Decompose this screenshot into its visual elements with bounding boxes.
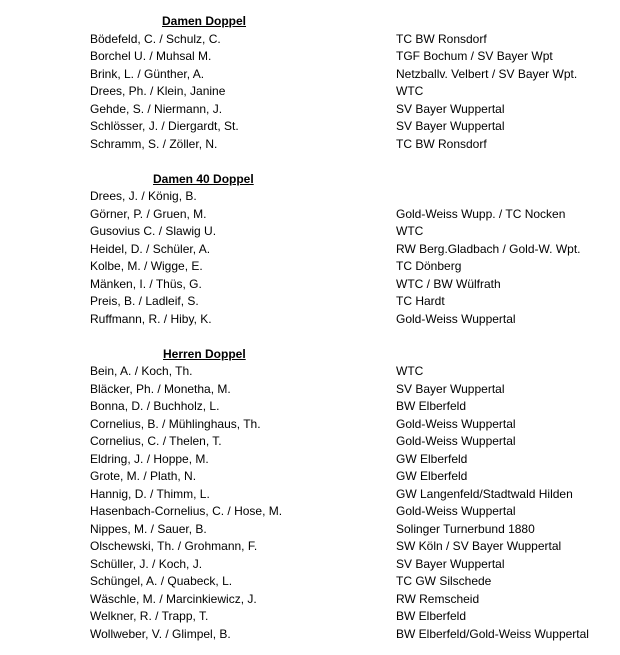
pair-names: Mänken, I. / Thüs, G.: [90, 276, 202, 291]
club-name: Gold-Weiss Wuppertal: [396, 434, 516, 448]
club-name: SV Bayer Wuppertal: [396, 101, 505, 116]
pair-names: Ruffmann, R. / Hiby, K.: [90, 311, 212, 326]
pair-names: Hannig, D. / Thimm, L.: [90, 486, 210, 501]
pair-names: Wäschle, M. / Marcinkiewicz, J.: [90, 591, 257, 606]
club-name: BW Elberfeld/Gold-Weiss Wuppertal: [396, 626, 589, 641]
list-row: [0, 573, 620, 591]
list-row: [0, 118, 620, 136]
list-row: [0, 136, 620, 154]
list-row: [0, 311, 620, 329]
list-row: [0, 293, 620, 311]
list-row: [0, 101, 620, 119]
list-row: [0, 206, 620, 224]
club-name: SV Bayer Wuppertal: [396, 119, 505, 133]
club-name: TC Hardt: [396, 294, 445, 308]
section-spacer: [0, 153, 620, 171]
pair-names: Gusovius C. / Slawig U.: [90, 224, 217, 238]
list-row: [0, 521, 620, 539]
list-row: [0, 241, 620, 259]
club-name: TC BW Ronsdorf: [396, 136, 487, 151]
list-row: [0, 398, 620, 416]
club-name: TGF Bochum / SV Bayer Wpt: [396, 49, 553, 63]
pair-names: Bonna, D. / Buchholz, L.: [90, 399, 220, 413]
club-name: WTC: [396, 224, 424, 238]
club-name: GW Elberfeld: [396, 469, 468, 483]
club-name: BW Elberfeld: [396, 609, 467, 623]
list-row: [0, 626, 620, 644]
list-row: [0, 591, 620, 609]
pair-names: Cornelius, C. / Thelen, T.: [90, 434, 222, 448]
club-name: WTC: [396, 84, 424, 98]
pair-names: Bläcker, Ph. / Monetha, M.: [90, 381, 231, 396]
club-name: Netzballv. Velbert / SV Bayer Wpt.: [396, 66, 578, 81]
pair-names: Borchel U. / Muhsal M.: [90, 49, 212, 63]
list-row: [0, 503, 620, 521]
list-row: [0, 276, 620, 294]
pair-names: Gehde, S. / Niermann, J.: [90, 101, 223, 116]
list-row: [0, 433, 620, 451]
pair-names: Eldring, J. / Hoppe, M.: [90, 451, 209, 466]
pair-names: Drees, J. / König, B.: [90, 189, 197, 203]
club-name: Solinger Turnerbund 1880: [396, 521, 535, 536]
pair-names: Olschewski, Th. / Grohmann, F.: [90, 539, 258, 553]
pair-names: Hasenbach-Cornelius, C. / Hose, M.: [90, 504, 283, 518]
section-spacer: [0, 328, 620, 346]
list-row: [0, 556, 620, 574]
list-row: [0, 363, 620, 381]
club-name: RW Remscheid: [396, 591, 480, 606]
pair-names: Nippes, M. / Sauer, B.: [90, 521, 207, 536]
pair-names: Bein, A. / Koch, Th.: [90, 364, 193, 378]
club-name: Gold-Weiss Wuppertal: [396, 504, 516, 518]
pair-names: Schlösser, J. / Diergardt, St.: [90, 119, 239, 133]
club-name: SW Köln / SV Bayer Wuppertal: [396, 539, 562, 553]
list-row: [0, 188, 620, 206]
list-row: [0, 538, 620, 556]
club-name: TC GW Silschede: [396, 574, 492, 588]
pair-names: Görner, P. / Gruen, M.: [90, 206, 207, 221]
doubles-list-document: [0, 13, 620, 643]
pair-names: Brink, L. / Günther, A.: [90, 66, 205, 81]
club-name: SV Bayer Wuppertal: [396, 556, 505, 571]
club-name: SV Bayer Wuppertal: [396, 381, 505, 396]
club-name: Gold-Weiss Wupp. / TC Nocken: [396, 206, 566, 221]
pair-names: Schüller, J. / Koch, J.: [90, 556, 203, 571]
list-row: [0, 468, 620, 486]
list-row: [0, 416, 620, 434]
pair-names: Welkner, R. / Trapp, T.: [90, 609, 209, 623]
list-row: [0, 66, 620, 84]
list-row: [0, 486, 620, 504]
section-damen-doppel: [0, 13, 620, 153]
list-row: [0, 31, 620, 49]
pair-names: Cornelius, B. / Mühlinghaus, Th.: [90, 416, 261, 431]
club-name: GW Langenfeld/Stadtwald Hilden: [396, 486, 573, 501]
pair-names: Wollweber, V. / Glimpel, B.: [90, 626, 231, 641]
club-name: TC BW Ronsdorf: [396, 31, 487, 46]
section-damen-40-doppel: [0, 171, 620, 329]
club-name: Gold-Weiss Wuppertal: [396, 311, 516, 326]
list-row: [0, 258, 620, 276]
pair-names: Preis, B. / Ladleif, S.: [90, 294, 199, 308]
club-name: Gold-Weiss Wuppertal: [396, 416, 516, 431]
list-row: [0, 83, 620, 101]
pair-names: Schramm, S. / Zöller, N.: [90, 136, 218, 151]
club-name: WTC / BW Wülfrath: [396, 276, 501, 291]
club-name: GW Elberfeld: [396, 451, 468, 466]
club-name: RW Berg.Gladbach / Gold-W. Wpt.: [396, 241, 581, 256]
club-name: BW Elberfeld: [396, 399, 467, 413]
pair-names: Heidel, D. / Schüler, A.: [90, 241, 211, 256]
club-name: WTC: [396, 364, 424, 378]
list-row: [0, 381, 620, 399]
club-name: TC Dönberg: [396, 259, 462, 273]
list-row: [0, 223, 620, 241]
pair-names: Kolbe, M. / Wigge, E.: [90, 259, 203, 273]
pair-names: Drees, Ph. / Klein, Janine: [90, 84, 226, 98]
pair-names: Schüngel, A. / Quabeck, L.: [90, 574, 233, 588]
pair-names: Grote, M. / Plath, N.: [90, 469, 197, 483]
list-row: [0, 608, 620, 626]
section-title: Herren Doppel: [163, 346, 246, 361]
section-title: Damen Doppel: [162, 14, 247, 28]
section-herren-doppel: [0, 346, 620, 644]
list-row: [0, 48, 620, 66]
pair-names: Bödefeld, C. / Schulz, C.: [90, 31, 221, 46]
section-title: Damen 40 Doppel: [153, 171, 254, 186]
list-row: [0, 451, 620, 469]
